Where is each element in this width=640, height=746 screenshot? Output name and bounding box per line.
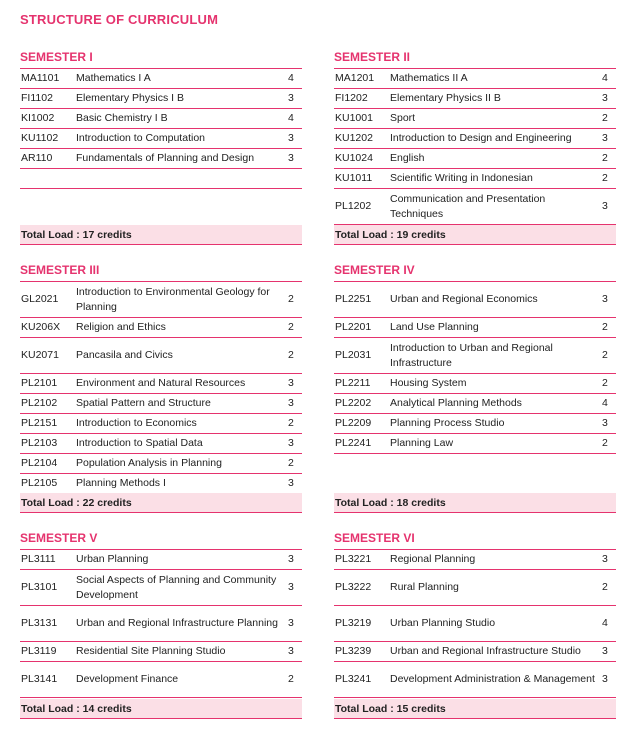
course-name: Social Aspects of Planning and Community Development bbox=[76, 573, 277, 601]
course-name: Population Analysis in Planning bbox=[76, 457, 222, 469]
course-code: PL3131 bbox=[21, 617, 58, 629]
semester-4-table bbox=[334, 261, 616, 513]
course-credits: 3 bbox=[288, 92, 294, 104]
table-row bbox=[334, 318, 616, 338]
course-name: Urban Planning Studio bbox=[390, 617, 496, 629]
course-code: PL3221 bbox=[335, 553, 372, 565]
semester-3-total: Total Load : 22 credits bbox=[20, 493, 302, 513]
course-credits: 4 bbox=[602, 397, 608, 409]
table-row bbox=[20, 434, 302, 454]
course-name: Introduction to Computation bbox=[76, 132, 205, 144]
course-credits: 2 bbox=[288, 293, 294, 305]
course-code: PL3101 bbox=[21, 581, 58, 593]
course-code: PL3119 bbox=[21, 645, 57, 657]
semester-2-heading: SEMESTER II bbox=[334, 48, 616, 69]
table-row bbox=[20, 318, 302, 338]
course-credits: 4 bbox=[602, 72, 608, 84]
table-row bbox=[334, 189, 616, 225]
course-credits: 3 bbox=[602, 645, 608, 657]
course-name: Scientific Writing in Indonesian bbox=[390, 172, 533, 184]
course-name: Analytical Planning Methods bbox=[390, 397, 522, 409]
table-row bbox=[334, 338, 616, 374]
course-credits: 2 bbox=[288, 457, 294, 469]
course-code: KU1001 bbox=[335, 112, 373, 124]
table-row bbox=[20, 374, 302, 394]
course-code: PL3241 bbox=[335, 673, 372, 685]
course-name: Planning Methods I bbox=[76, 477, 166, 489]
table-row bbox=[20, 474, 302, 494]
course-name: Sport bbox=[390, 112, 416, 124]
course-credits: 3 bbox=[602, 200, 608, 212]
course-code: KU1102 bbox=[21, 132, 59, 144]
table-row bbox=[334, 129, 616, 149]
course-code: PL2103 bbox=[21, 437, 58, 449]
course-code: PL2251 bbox=[335, 293, 372, 305]
course-credits: 2 bbox=[602, 349, 608, 361]
course-name: Urban and Regional Infrastructure Studio bbox=[390, 645, 581, 657]
semester-1-heading: SEMESTER I bbox=[20, 48, 302, 69]
course-credits: 2 bbox=[288, 349, 294, 361]
table-row bbox=[334, 69, 616, 89]
course-credits: 3 bbox=[288, 152, 294, 164]
course-name: Fundamentals of Planning and Design bbox=[76, 152, 255, 164]
course-name: Religion and Ethics bbox=[76, 321, 166, 333]
empty-row bbox=[20, 169, 302, 189]
course-name: Development Finance bbox=[76, 673, 179, 685]
course-credits: 3 bbox=[288, 377, 294, 389]
course-credits: 2 bbox=[602, 112, 608, 124]
course-name: Urban and Regional Economics bbox=[390, 293, 538, 305]
course-code: PL2201 bbox=[335, 321, 372, 333]
course-credits: 3 bbox=[602, 417, 608, 429]
course-credits: 4 bbox=[288, 72, 294, 84]
course-credits: 4 bbox=[288, 112, 294, 124]
course-name: Mathematics I A bbox=[76, 72, 151, 84]
table-row bbox=[20, 606, 302, 642]
table-row bbox=[20, 394, 302, 414]
course-code: PL2102 bbox=[21, 397, 58, 409]
course-name: Housing System bbox=[390, 377, 467, 389]
course-name: Introduction to Spatial Data bbox=[76, 437, 203, 449]
semester-4-total: Total Load : 18 credits bbox=[334, 493, 616, 513]
table-row bbox=[334, 414, 616, 434]
course-name: Development Administration & Management bbox=[390, 673, 595, 685]
course-credits: 2 bbox=[602, 172, 608, 184]
semester-4-heading: SEMESTER IV bbox=[334, 261, 616, 282]
table-row bbox=[334, 434, 616, 454]
course-name: Urban and Regional Infrastructure Planning bbox=[76, 617, 278, 629]
table-row bbox=[20, 109, 302, 129]
course-code: MA1201 bbox=[335, 72, 375, 84]
table-row bbox=[334, 550, 616, 570]
course-name: Urban Planning bbox=[76, 553, 149, 565]
semester-2-total: Total Load : 19 credits bbox=[334, 225, 616, 245]
table-row bbox=[20, 662, 302, 698]
course-code: KU1011 bbox=[335, 172, 373, 184]
course-code: GL2021 bbox=[21, 293, 59, 305]
semester-1-total: Total Load : 17 credits bbox=[20, 225, 302, 245]
course-name: Elementary Physics I B bbox=[76, 92, 184, 104]
course-credits: 3 bbox=[288, 645, 294, 657]
course-credits: 2 bbox=[288, 321, 294, 333]
course-name: Land Use Planning bbox=[390, 321, 479, 333]
course-name: Regional Planning bbox=[390, 553, 476, 565]
course-credits: 3 bbox=[288, 581, 294, 593]
table-row bbox=[334, 606, 616, 642]
course-credits: 2 bbox=[602, 321, 608, 333]
course-code: PL2209 bbox=[335, 417, 372, 429]
course-name: Environment and Natural Resources bbox=[76, 377, 246, 389]
course-code: PL2241 bbox=[335, 437, 372, 449]
course-code: PL3222 bbox=[335, 581, 372, 593]
table-row bbox=[20, 129, 302, 149]
course-credits: 3 bbox=[602, 92, 608, 104]
course-name: Introduction to Economics bbox=[76, 417, 197, 429]
course-code: PL2202 bbox=[335, 397, 372, 409]
semester-1-table bbox=[20, 48, 302, 246]
course-name: Spatial Pattern and Structure bbox=[76, 397, 211, 409]
course-code: PL2211 bbox=[335, 377, 371, 389]
semester-2-table bbox=[334, 48, 616, 246]
table-row bbox=[334, 642, 616, 662]
course-credits: 2 bbox=[288, 673, 294, 685]
table-row bbox=[20, 282, 302, 318]
course-credits: 3 bbox=[602, 553, 608, 565]
course-credits: 3 bbox=[288, 617, 294, 629]
course-code: PL3141 bbox=[21, 673, 58, 685]
course-code: PL3239 bbox=[335, 645, 372, 657]
course-code: PL2105 bbox=[21, 477, 58, 489]
course-code: KI1002 bbox=[21, 112, 55, 124]
course-name: Introduction to Design and Engineering bbox=[390, 132, 572, 144]
course-credits: 3 bbox=[288, 477, 294, 489]
semester-3-table bbox=[20, 261, 302, 513]
semester-5-total: Total Load : 14 credits bbox=[20, 699, 302, 719]
course-code: PL1202 bbox=[335, 200, 372, 212]
course-code: KU206X bbox=[21, 321, 61, 333]
course-code: FI1102 bbox=[21, 92, 53, 104]
table-row bbox=[20, 454, 302, 474]
course-credits: 3 bbox=[602, 673, 608, 685]
course-credits: 3 bbox=[288, 132, 294, 144]
table-row bbox=[334, 394, 616, 414]
course-credits: 3 bbox=[288, 397, 294, 409]
course-credits: 2 bbox=[602, 437, 608, 449]
course-code: PL2031 bbox=[335, 349, 372, 361]
course-credits: 3 bbox=[602, 132, 608, 144]
course-name: Introduction to Environmental Geology for Planning bbox=[76, 285, 270, 313]
course-code: MA1101 bbox=[21, 72, 60, 84]
course-code: PL2151 bbox=[21, 417, 58, 429]
course-code: PL2101 bbox=[21, 377, 58, 389]
table-row bbox=[20, 414, 302, 434]
semester-3-heading: SEMESTER III bbox=[20, 261, 302, 282]
semester-6-table bbox=[334, 529, 616, 720]
course-code: PL3111 bbox=[21, 553, 56, 565]
table-row bbox=[334, 149, 616, 169]
course-name: Introduction to Urban and Regional Infrastructure bbox=[390, 341, 553, 369]
course-name: Basic Chemistry I B bbox=[76, 112, 168, 124]
course-code: PL2104 bbox=[21, 457, 58, 469]
course-credits: 2 bbox=[602, 152, 608, 164]
table-row bbox=[20, 149, 302, 169]
course-name: Pancasila and Civics bbox=[76, 349, 173, 361]
course-name: Communication and Presentation Techniques bbox=[390, 192, 546, 220]
course-name: Rural Planning bbox=[390, 581, 459, 593]
course-code: KU2071 bbox=[21, 349, 59, 361]
course-name: Elementary Physics II B bbox=[390, 92, 501, 104]
course-code: PL3219 bbox=[335, 617, 372, 629]
table-row bbox=[20, 642, 302, 662]
course-credits: 2 bbox=[602, 377, 608, 389]
course-code: KU1024 bbox=[335, 152, 373, 164]
table-row bbox=[334, 109, 616, 129]
table-row bbox=[334, 89, 616, 109]
table-row bbox=[334, 374, 616, 394]
course-code: FI1202 bbox=[335, 92, 368, 104]
semester-6-heading: SEMESTER VI bbox=[334, 529, 616, 550]
course-name: Residential Site Planning Studio bbox=[76, 645, 226, 657]
table-row bbox=[20, 89, 302, 109]
semester-6-total: Total Load : 15 credits bbox=[334, 699, 616, 719]
table-row bbox=[20, 338, 302, 374]
course-credits: 3 bbox=[602, 293, 608, 305]
course-credits: 3 bbox=[288, 553, 294, 565]
course-name: Planning Process Studio bbox=[390, 417, 505, 429]
course-code: KU1202 bbox=[335, 132, 373, 144]
table-row bbox=[334, 662, 616, 698]
table-row bbox=[20, 550, 302, 570]
table-row bbox=[334, 570, 616, 606]
course-credits: 4 bbox=[602, 617, 608, 629]
table-row bbox=[334, 169, 616, 189]
course-code: AR110 bbox=[21, 152, 53, 164]
table-row bbox=[20, 69, 302, 89]
page-title: STRUCTURE OF CURRICULUM bbox=[20, 12, 219, 27]
course-credits: 3 bbox=[288, 437, 294, 449]
course-credits: 2 bbox=[602, 581, 608, 593]
course-name: Mathematics II A bbox=[390, 72, 468, 84]
semester-5-heading: SEMESTER V bbox=[20, 529, 302, 550]
table-row bbox=[20, 570, 302, 606]
course-name: Planning Law bbox=[390, 437, 454, 449]
table-row bbox=[334, 282, 616, 318]
course-name: English bbox=[390, 152, 425, 164]
course-credits: 2 bbox=[288, 417, 294, 429]
semester-5-table bbox=[20, 529, 302, 720]
